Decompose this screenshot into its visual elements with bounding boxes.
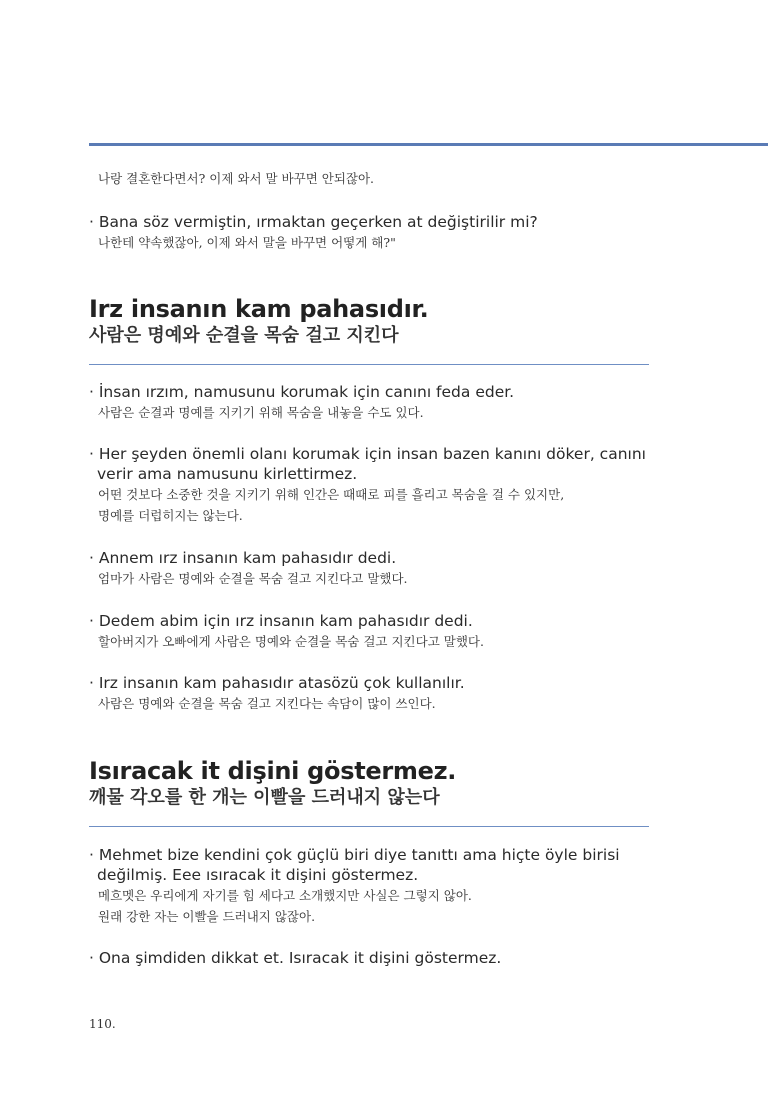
example-item [89, 948, 659, 968]
korean-translation: 할아버지가 오빠에게 사람은 명예와 순결을 목숨 걸고 지킨다고 말했다. [98, 634, 484, 649]
top-divider [89, 143, 768, 146]
example-item [89, 382, 659, 423]
turkish-sentence: · Annem ırz insanın kam pahasıdır dedi. [89, 549, 397, 567]
example-item [89, 673, 659, 714]
intro-continuation [89, 168, 659, 189]
example-item [89, 845, 659, 927]
proverb-heading [89, 294, 689, 348]
proverb-title-korean: 사람은 명예와 순결을 목숨 걸고 지킨다 [89, 325, 399, 346]
korean-translation: 사람은 명예와 순결을 목숨 걸고 지킨다는 속담이 많이 쓰인다. [98, 696, 436, 711]
turkish-sentence: · Ona şimdiden dikkat et. Isıracak it dişini göstermez. [89, 949, 502, 967]
proverb-heading [89, 756, 689, 810]
section-divider [89, 364, 649, 365]
korean-translation: 나한테 약속했잖아, 이제 와서 말을 바꾸면 어떻게 해?" [98, 235, 396, 250]
korean-translation: 나랑 결혼한다면서? 이제 와서 말 바꾸면 안되잖아. [98, 171, 375, 186]
turkish-sentence: · Mehmet bize kendini çok güçlü biri diye tanıttı ama hiçte öyle birisi değilmiş. Eee ısıracak it dişini göstermez. [89, 846, 620, 884]
example-item [89, 212, 659, 253]
example-item [89, 611, 659, 652]
example-item [89, 444, 659, 526]
turkish-sentence: · Irz insanın kam pahasıdır atasözü çok kullanılır. [89, 674, 465, 692]
proverb-title-turkish: Irz insanın kam pahasıdır. [89, 295, 429, 323]
korean-translation: 명예를 더럽히지는 않는다. [98, 508, 243, 523]
turkish-sentence: · Bana söz vermiştin, ırmaktan geçerken at değiştirilir mi? [89, 213, 538, 231]
proverb-title-turkish: Isıracak it dişini göstermez. [89, 757, 457, 785]
korean-translation: 엄마가 사람은 명예와 순결을 목숨 걸고 지킨다고 말했다. [98, 571, 408, 586]
korean-translation: 원래 강한 자는 이빨을 드러내지 않잖아. [98, 909, 316, 924]
proverb-title-korean: 깨물 각오를 한 개는 이빨을 드러내지 않는다 [89, 787, 440, 808]
turkish-sentence: · İnsan ırzım, namusunu korumak için canını feda eder. [89, 383, 515, 401]
korean-translation: 메흐멧은 우리에게 자기를 힘 세다고 소개했지만 사실은 그렇지 않아. [98, 888, 472, 903]
turkish-sentence: · Her şeyden önemli olanı korumak için insan bazen kanını döker, canını verir ama namusunu kirlettirmez. [89, 445, 646, 483]
korean-translation: 사람은 순결과 명예를 지키기 위해 목숨을 내놓을 수도 있다. [98, 405, 424, 420]
korean-translation: 어떤 것보다 소중한 것을 지키기 위해 인간은 때때로 피를 흘리고 목숨을 걸 수 있지만, [98, 487, 565, 502]
page-number: 110. [89, 1017, 116, 1031]
example-item [89, 548, 659, 589]
section-divider [89, 826, 649, 827]
turkish-sentence: · Dedem abim için ırz insanın kam pahasıdır dedi. [89, 612, 473, 630]
